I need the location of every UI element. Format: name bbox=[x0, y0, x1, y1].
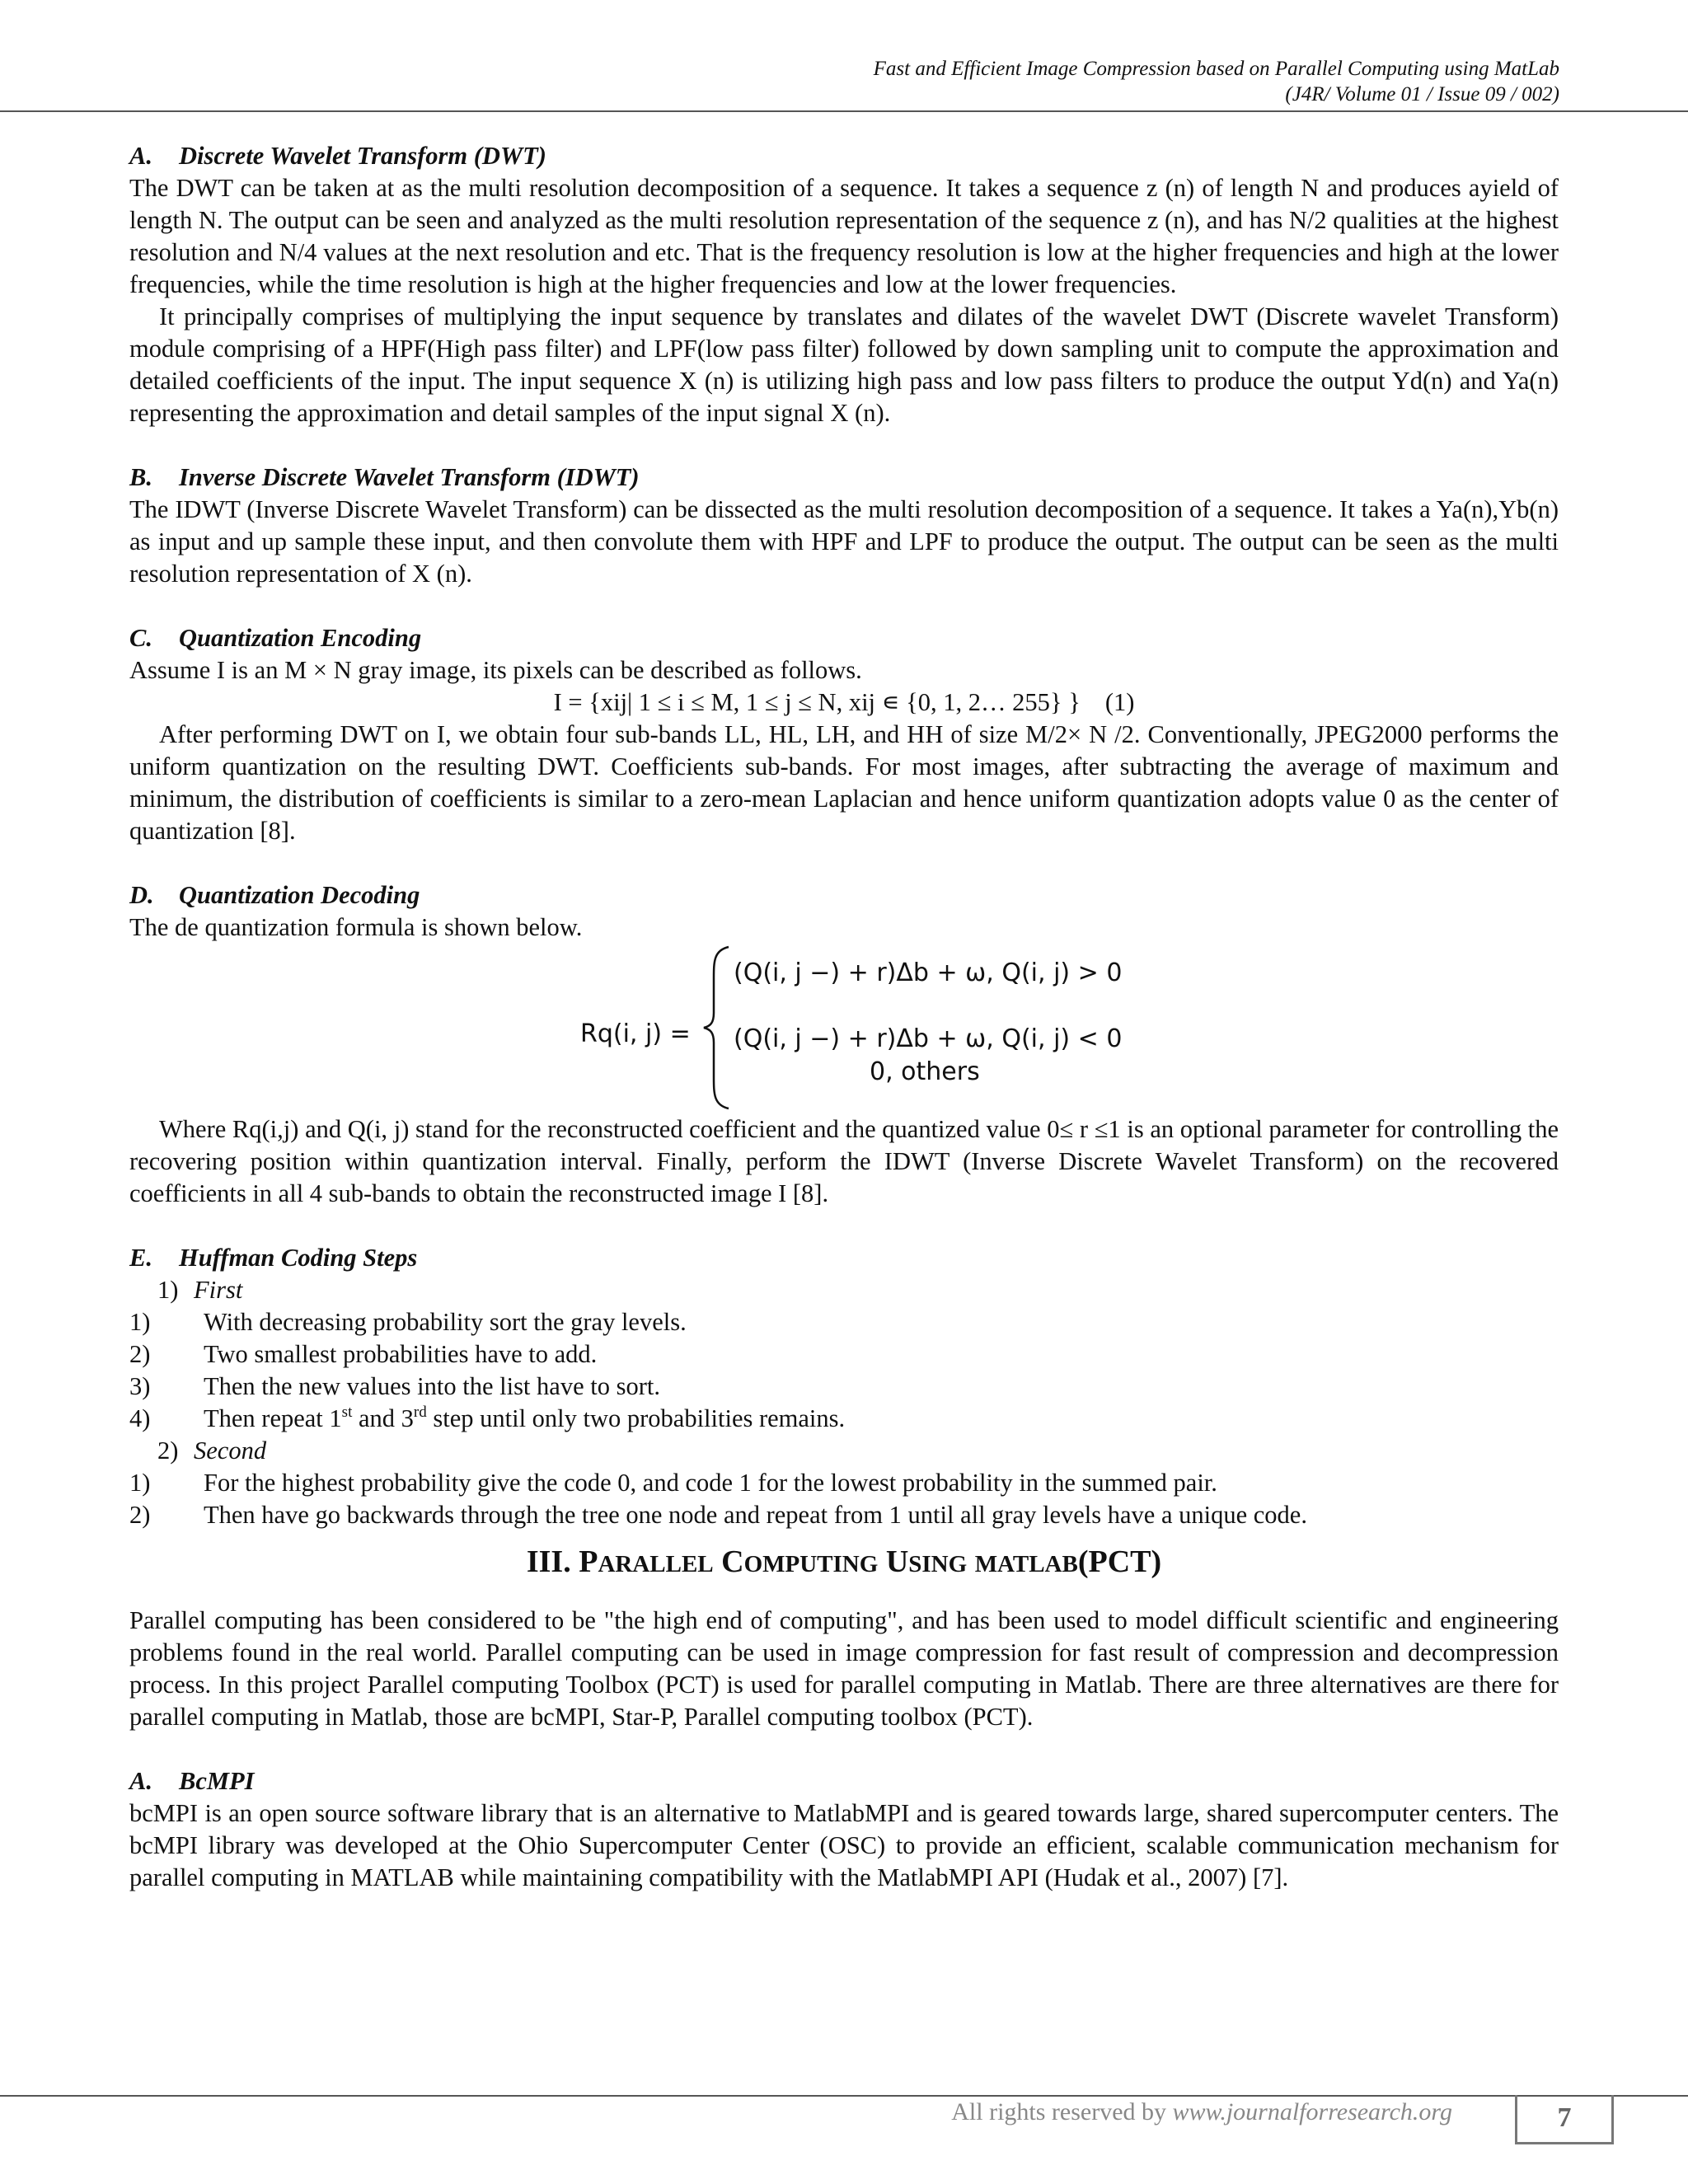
chapter-heading bbox=[129, 1543, 1559, 1583]
page-body bbox=[129, 140, 1559, 1894]
list-item bbox=[129, 1338, 1559, 1371]
subheading-number: 1) bbox=[157, 1276, 179, 1304]
page-number: 7 bbox=[1557, 2102, 1572, 2133]
section-heading-bcmpi bbox=[129, 1765, 1559, 1797]
initial: C bbox=[721, 1544, 744, 1579]
rights-text: All rights reserved by bbox=[951, 2098, 1167, 2125]
list-number: 1) bbox=[129, 1469, 151, 1497]
subheading-number: 2) bbox=[157, 1436, 179, 1465]
equation-text: I = {xij| 1 ≤ i ≤ M, 1 ≤ j ≤ N, xij ∊ {0, 1, 2… 255} } bbox=[553, 688, 1081, 716]
subheading-first bbox=[129, 1274, 1559, 1306]
list-text bbox=[204, 1403, 1559, 1435]
dequantization-formula bbox=[129, 944, 1559, 1113]
list-item bbox=[129, 1499, 1559, 1531]
equation-1 bbox=[129, 687, 1559, 719]
header-issue: (J4R/ Volume 01 / Issue 09 / 002) bbox=[1285, 83, 1559, 105]
subheading-label: First bbox=[194, 1276, 243, 1304]
formula-lhs: Rq(i, j) = bbox=[580, 1019, 691, 1048]
section-heading-quantization-decoding bbox=[129, 879, 1559, 912]
list-text: For the highest probability give the code 0, and code 1 for the lowest probability in the summed pair. bbox=[204, 1469, 1217, 1497]
list-item bbox=[129, 1467, 1559, 1499]
initial: P bbox=[579, 1544, 598, 1579]
paragraph: The DWT can be taken at as the multi resolution decomposition of a sequence. It takes a sequence z (n) of length N and produces ayield of length N. The output can be seen and analyzed as the multi resolution representation of the sequence z (n), and has N/2 qualities at the highest resolution and N/4 values at the next resolution and etc. That is the frequency resolution is low at the higher frequencies and high at the lower frequencies, while the time resolution is high at the higher frequencies and low at the lower frequencies. bbox=[129, 174, 1559, 298]
section-title: Inverse Discrete Wavelet Transform (IDWT) bbox=[179, 463, 640, 491]
superscript: rd bbox=[413, 1404, 427, 1421]
text-fragment: step until only two probabilities remains. bbox=[426, 1404, 846, 1432]
list-item bbox=[129, 1306, 1559, 1338]
section-title: BcMPI bbox=[179, 1767, 255, 1795]
chapter-word: MATLAB bbox=[974, 1551, 1078, 1577]
footer-rights bbox=[951, 2098, 1452, 2126]
section-title: Quantization Decoding bbox=[179, 881, 420, 909]
chapter-word bbox=[579, 1544, 713, 1579]
section-letter: B. bbox=[129, 463, 152, 491]
paragraph: bcMPI is an open source software library that is an alternative to MatlabMPI and is geared towards large, shared supercomputer centers. The bcMPI library was developed at the Ohio Supercomputer Center (OSC) to provide an efficient, scalable communication mechanism for parallel computing in MATLAB while maintaining compatibility with the MatlabMPI API (Hudak et al., 2007) [7]. bbox=[129, 1799, 1559, 1891]
list-item bbox=[129, 1403, 1559, 1435]
list-number: 4) bbox=[129, 1404, 151, 1432]
section-heading-dwt bbox=[129, 140, 1559, 172]
section-letter: C. bbox=[129, 624, 152, 652]
page-number-box bbox=[1515, 2095, 1614, 2144]
list-text: Then have go backwards through the tree one node and repeat from 1 until all gray levels have a unique code. bbox=[204, 1501, 1307, 1529]
section-heading-huffman bbox=[129, 1242, 1559, 1274]
subheading-label: Second bbox=[194, 1436, 267, 1465]
list-text: With decreasing probability sort the gray levels. bbox=[204, 1308, 687, 1336]
list-text: Two smallest probabilities have to add. bbox=[204, 1340, 598, 1368]
initial: U bbox=[885, 1544, 909, 1579]
paragraph: Parallel computing has been considered to be "the high end of computing", and has been used to model difficult scientific and engineering problems found in the real world. Parallel computing can be used in image compression for fast result of compression and decompression process. In this project Parallel computing Toolbox (PCT) is used for parallel computing in Matlab. There are three alternatives are there for parallel computing in Matlab, those are bcMPI, Star-P, Parallel computing toolbox (PCT). bbox=[129, 1606, 1559, 1731]
section-letter: E. bbox=[129, 1244, 152, 1272]
formula-case-negative: (Q(i, j −) + r)Δb + ω, Q(i, j) < 0 bbox=[734, 1024, 1123, 1053]
list-number: 2) bbox=[129, 1340, 151, 1368]
running-header bbox=[124, 56, 1559, 107]
journal-link[interactable]: www.journalforresearch.org bbox=[1172, 2098, 1452, 2125]
paragraph: Where Rq(i,j) and Q(i, j) stand for the reconstructed coefficient and the quantized value 0≤ r ≤1 is an optional parameter for controlling the recovering position within quantization interval. Finally, perform the IDWT (Inverse Discrete Wavelet Transform) on the recovered coefficients in all 4 sub-bands to obtain the reconstructed image I [8]. bbox=[129, 1115, 1559, 1207]
equation-number: (1) bbox=[1104, 688, 1135, 716]
section-letter: A. bbox=[129, 142, 152, 170]
list-number: 2) bbox=[129, 1501, 151, 1529]
list-text: Then the new values into the list have to sort. bbox=[204, 1372, 660, 1400]
section-title: Huffman Coding Steps bbox=[179, 1244, 418, 1272]
paragraph: The IDWT (Inverse Discrete Wavelet Transform) can be dissected as the multi resolution decomposition of a sequence. It takes a Ya(n),Yb(n) as input and up sample these input, and then convolute them with HPF and LPF to produce the output. The output can be seen as the multi resolution representation of X (n). bbox=[129, 495, 1559, 588]
chapter-word bbox=[886, 1544, 967, 1579]
small-caps: SING bbox=[908, 1551, 968, 1577]
section-heading-quantization-encoding bbox=[129, 622, 1559, 654]
paragraph: The de quantization formula is shown below. bbox=[129, 913, 583, 941]
section-letter: D. bbox=[129, 881, 154, 909]
header-rule bbox=[0, 110, 1688, 112]
paragraph: Assume I is an M × N gray image, its pixels can be described as follows. bbox=[129, 656, 862, 684]
formula-case-others: 0, others bbox=[870, 1057, 980, 1086]
list-item bbox=[129, 1371, 1559, 1403]
section-title: Quantization Encoding bbox=[179, 624, 422, 652]
small-caps: OMPUTING bbox=[743, 1551, 879, 1577]
formula-case-positive: (Q(i, j −) + r)Δb + ω, Q(i, j) > 0 bbox=[734, 958, 1123, 987]
section-title: Discrete Wavelet Transform (DWT) bbox=[179, 142, 546, 170]
paragraph: After performing DWT on I, we obtain four sub-bands LL, HL, LH, and HH of size M/2× N /2. Conventionally, JPEG2000 performs the uniform quantization on the resulting DWT. Coefficients sub-bands. For most images, after subtracting the average of maximum and minimum, the distribution of coefficients is similar to a zero-mean Laplacian and hence uniform quantization adopts value 0 as the center of quantization [8]. bbox=[129, 720, 1559, 845]
list-number: 3) bbox=[129, 1372, 151, 1400]
header-title: Fast and Efficient Image Compression based on Parallel Computing using MatLab bbox=[873, 58, 1559, 80]
chapter-word bbox=[721, 1544, 878, 1579]
subheading-second bbox=[129, 1435, 1559, 1467]
paragraph: It principally comprises of multiplying the input sequence by translates and dilates of the wavelet DWT (Discrete wavelet Transform) module comprising of a HPF(High pass filter) and LPF(low pass filter) followed by down sampling unit to compute the approximation and detailed coefficients of the input. The input sequence X (n) is utilizing high pass and low pass filters to produce the output Yd(n) and Ya(n) representing the approximation and detail samples of the input signal X (n). bbox=[129, 302, 1559, 427]
chapter-number: III. bbox=[526, 1544, 571, 1579]
left-brace bbox=[701, 945, 734, 1110]
text-fragment: and 3 bbox=[352, 1404, 414, 1432]
list-number: 1) bbox=[129, 1308, 151, 1336]
chapter-suffix: (PCT) bbox=[1077, 1544, 1162, 1579]
section-letter: A. bbox=[129, 1767, 152, 1795]
footer-rule bbox=[0, 2095, 1688, 2097]
superscript: st bbox=[341, 1404, 353, 1421]
small-caps: ARALLEL bbox=[598, 1551, 714, 1577]
section-heading-idwt bbox=[129, 462, 1559, 494]
text-fragment: Then repeat 1 bbox=[204, 1404, 342, 1432]
